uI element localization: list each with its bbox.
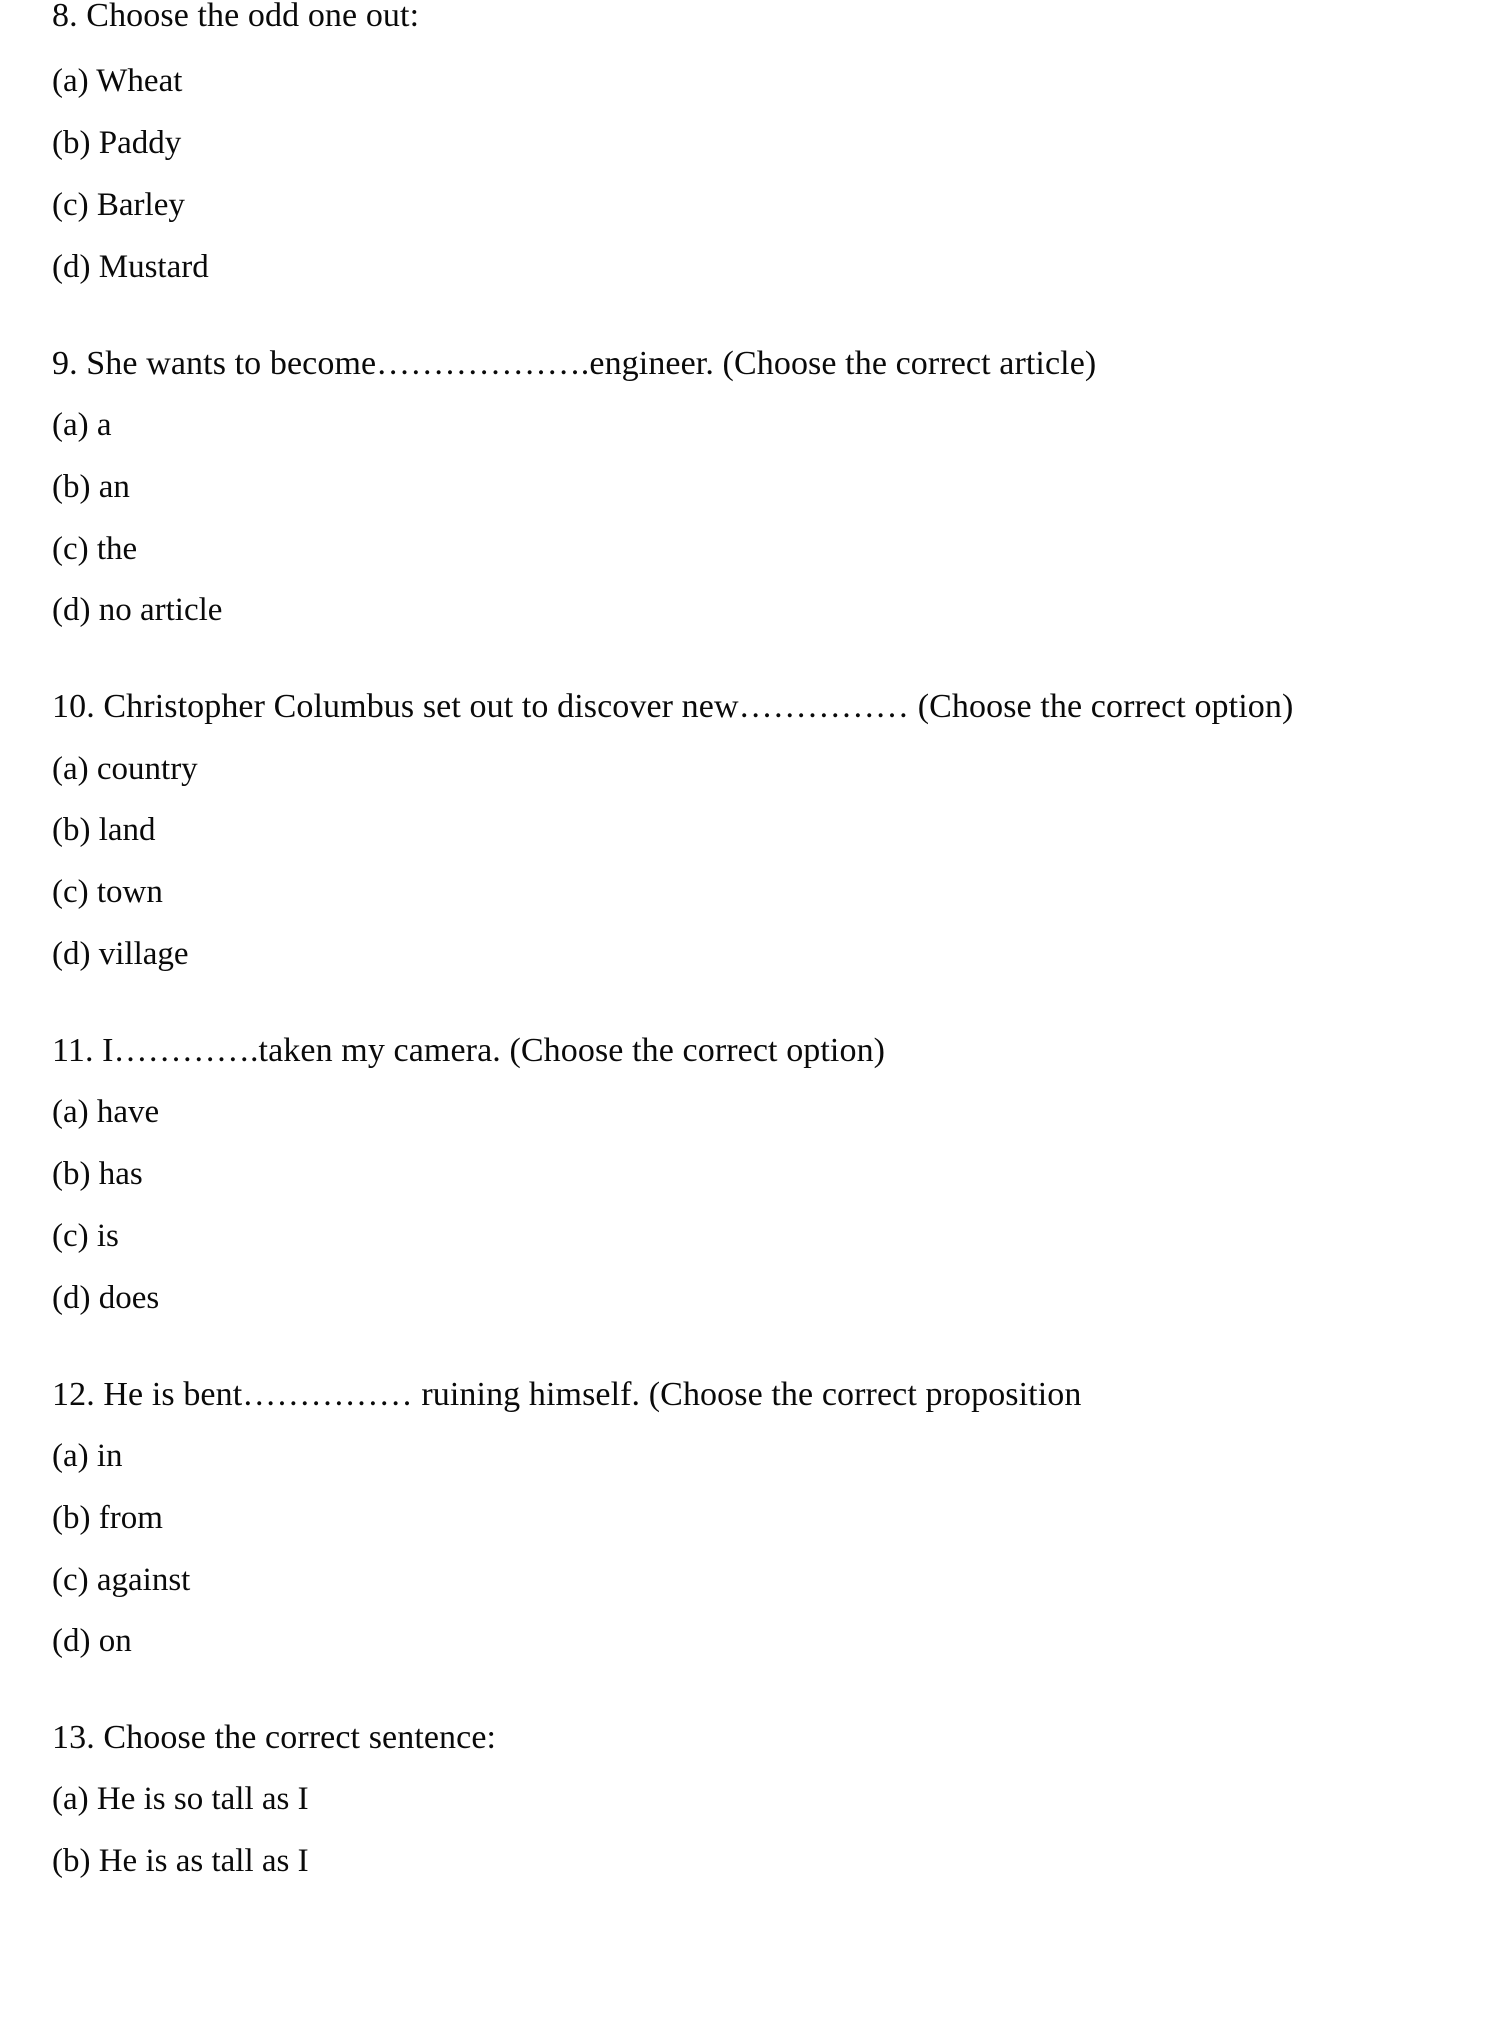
question-block — [52, 1371, 1453, 1667]
question-block — [52, 0, 1453, 292]
question-block — [52, 1027, 1453, 1323]
option-item[interactable]: (a) Wheat — [52, 63, 183, 100]
option-item[interactable]: (c) the — [52, 530, 138, 567]
option-list — [52, 1433, 1453, 1666]
option-item[interactable]: (b) from — [52, 1499, 163, 1536]
option-item[interactable]: (a) He is so tall as I — [52, 1781, 309, 1818]
option-item[interactable]: (b) has — [52, 1156, 143, 1193]
question-stem: 9. She wants to become……………….engineer. (Choose the correct article) — [52, 344, 1097, 382]
question-block — [52, 1714, 1453, 1886]
option-list — [52, 402, 1453, 635]
option-item[interactable]: (a) have — [52, 1094, 160, 1131]
option-item[interactable]: (d) village — [52, 936, 189, 973]
question-block — [52, 683, 1453, 979]
option-item[interactable]: (c) town — [52, 874, 163, 911]
question-stem: 11. I………….taken my camera. (Choose the correct option) — [52, 1031, 886, 1069]
option-item[interactable]: (a) country — [52, 750, 198, 787]
option-list — [52, 58, 1453, 291]
question-stem: 12. He is bent…………… ruining himself. (Choose the correct proposition — [52, 1375, 1082, 1413]
question-block — [52, 340, 1453, 636]
question-stem: 8. Choose the odd one out: — [52, 0, 420, 34]
question-stem: 13. Choose the correct sentence: — [52, 1719, 497, 1757]
option-item[interactable]: (d) does — [52, 1279, 160, 1316]
option-item[interactable]: (a) in — [52, 1437, 123, 1474]
option-item[interactable]: (d) no article — [52, 592, 223, 629]
option-list — [52, 746, 1453, 979]
option-item[interactable]: (c) Barley — [52, 186, 185, 223]
option-list — [52, 1776, 1453, 1886]
option-item[interactable]: (d) Mustard — [52, 248, 209, 285]
option-item[interactable]: (a) a — [52, 406, 112, 443]
option-item[interactable]: (d) on — [52, 1623, 132, 1660]
question-list — [52, 0, 1453, 1886]
option-item[interactable]: (b) He is as tall as I — [52, 1843, 309, 1880]
question-stem: 10. Christopher Columbus set out to discover new…………… (Choose the correct option) — [52, 688, 1294, 726]
option-list — [52, 1089, 1453, 1322]
option-item[interactable]: (c) against — [52, 1561, 191, 1598]
option-item[interactable]: (b) Paddy — [52, 125, 182, 162]
option-item[interactable]: (c) is — [52, 1217, 119, 1254]
option-item[interactable]: (b) an — [52, 468, 130, 505]
option-item[interactable]: (b) land — [52, 812, 156, 849]
